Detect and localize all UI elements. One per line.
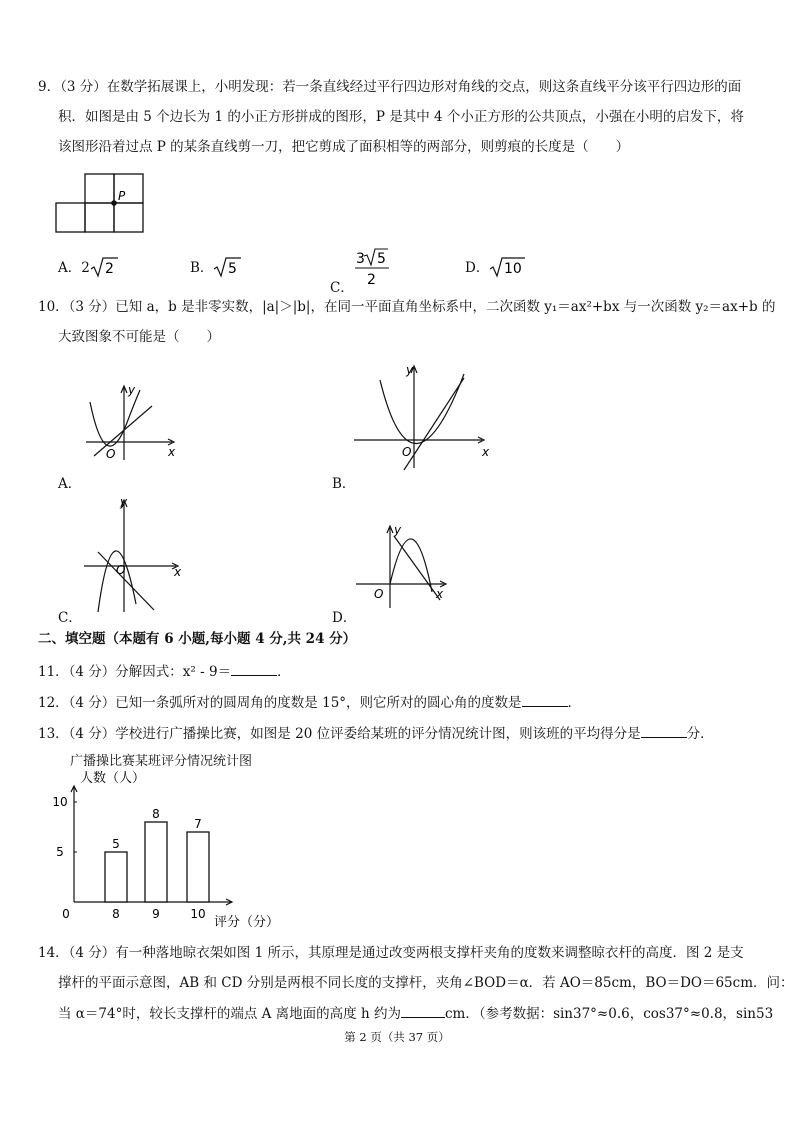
q13-text: 13．（4 分）学校进行广播操比赛，如图是 20 位评委给某班的评分情况统计图，则该班的平均得分是 (38, 726, 641, 742)
x-axis-label: x (436, 587, 444, 601)
q9-square-bottom-2 (85, 203, 114, 232)
q9-option-c[interactable] (330, 248, 398, 296)
q10-option-b[interactable]: B． (332, 476, 356, 492)
q13 (38, 724, 714, 743)
chart-marks (52, 786, 279, 930)
straight-line (98, 552, 154, 610)
straight-line (94, 406, 152, 456)
q9-square-top-left (85, 174, 114, 203)
q14-line-3b: cm．（参考数据：sin37°≈0.6，cos37°≈0.8，sin53 (444, 1006, 774, 1022)
q9-option-c-letter: C． (330, 280, 354, 296)
chart-bar (187, 832, 209, 902)
chart-ytick-label: 5 (56, 845, 64, 859)
section-2-heading: 二、填空题（本题有 6 小题,每小题 4 分,共 24 分） (38, 631, 357, 647)
q9-option-a[interactable] (58, 256, 120, 278)
q14-line-1: 14．（4 分）有一种落地晾衣架如图 1 所示，其原理是通过改变两根支撑杆夹角的度数来调整晾衣杆的高度．图 2 是支 (38, 945, 744, 961)
q9-option-a-sqrt (90, 256, 120, 278)
chart-title: 广播操比赛某班评分情况统计图 (70, 754, 253, 769)
q9-option-c-num-coef: 3 (355, 251, 365, 267)
chart-bar (105, 852, 127, 902)
q12-end: ． (567, 695, 582, 711)
chart-data-label: 8 (152, 807, 160, 821)
chart-category-label: 8 (112, 907, 120, 921)
q9-option-d[interactable] (465, 256, 527, 278)
chart-data-label: 7 (194, 817, 202, 831)
q14-line-2: 撑杆的平面示意图，AB 和 CD 分别是两根不同长度的支撑杆，夹角∠BOD＝α．若 AO＝85cm，BO＝DO＝65cm．问： (58, 975, 794, 991)
q11-end: ． (277, 664, 291, 680)
q9-square-bottom-1 (56, 203, 85, 232)
q9-option-a-coef: 2 (81, 260, 90, 276)
x-axis-label: x (482, 445, 490, 459)
q10-graph-b (352, 360, 494, 470)
q9-option-c-fraction (354, 248, 398, 288)
q13-end: 分． (686, 726, 714, 742)
q10-graph-c (80, 494, 190, 614)
chart-category-label: 9 (152, 907, 160, 921)
origin-label: O (106, 447, 116, 461)
q10-line-2: 大致图象不可能是（ ） (58, 329, 220, 345)
y-axis-label: y (394, 523, 402, 537)
x-axis-label: x (174, 565, 182, 579)
q12 (38, 693, 581, 712)
q13-answer-blank[interactable] (641, 724, 687, 738)
y-axis-label: y (128, 383, 136, 397)
y-axis-label: y (120, 495, 128, 509)
q9-figure (54, 172, 174, 234)
origin-label: O (374, 587, 384, 601)
q11-answer-blank[interactable] (231, 662, 277, 676)
q9-option-b-sqrt (213, 256, 243, 278)
q9-option-a-letter: A． (58, 260, 82, 276)
q10-option-c[interactable]: C． (58, 610, 82, 626)
q9-option-d-radicand: 10 (504, 261, 523, 277)
chart-xlabel: 评分（分） (214, 915, 280, 930)
q9-line-2: 积．如图是由 5 个边长为 1 的小正方形拼成的图形，P 是其中 4 个小正方形的公共顶点，小强在小明的启发下，将 (58, 109, 744, 125)
q9-line-3: 该图形沿着过点 P 的某条直线剪一刀，把它剪成了面积相等的两部分，则剪痕的长度是（ ） (58, 139, 630, 155)
q10-line-1: 10．（3 分）已知 a，b 是非零实数，|a|＞|b|，在同一平面直角坐标系中，二次函数 y₁＝ax²+bx 与一次函数 y₂＝ax+b 的 (38, 299, 776, 315)
q9-option-c-den: 2 (366, 272, 376, 288)
q9-option-b-letter: B． (190, 260, 214, 276)
q12-text: 12．（4 分）已知一条弧所对的圆周角的度数是 15°，则它所对的圆心角的度数是 (38, 695, 522, 711)
chart-bar (145, 822, 167, 902)
parabola (380, 374, 464, 444)
q12-answer-blank[interactable] (522, 693, 568, 707)
q9-square-bottom-3 (114, 203, 143, 232)
q9-option-d-sqrt (489, 256, 527, 278)
q10-graph-a (80, 380, 190, 465)
chart-category-label: 10 (190, 907, 206, 921)
chart-ytick-label: 0 (62, 907, 70, 921)
q9-option-b[interactable] (190, 256, 243, 278)
q14-line-3a: 当 α＝74°时，较长支撑杆的端点 A 离地面的高度 h 约为 (58, 1006, 401, 1022)
page-footer: 第 2 页（共 37 页） (344, 1030, 450, 1044)
chart-ylabel: 人数（人） (80, 771, 146, 786)
y-axis-label: y (406, 363, 414, 377)
score-bar-chart (50, 766, 280, 930)
q10-graph-d (352, 520, 462, 610)
x-axis-label: x (168, 445, 176, 459)
q9-option-a-radicand: 2 (104, 261, 114, 277)
q10-option-d[interactable]: D． (332, 610, 357, 626)
q14-line-3 (58, 1004, 773, 1023)
chart-ytick-label: 10 (52, 795, 68, 809)
chart-data-label: 5 (112, 837, 120, 851)
q9-option-c-num-radicand: 5 (376, 251, 386, 267)
q11-text: 11．（4 分）分解因式：x² - 9＝ (38, 664, 232, 680)
origin-label: O (116, 563, 126, 577)
q9-point-p (111, 200, 117, 206)
q9-line-1: 9．（3 分）在数学拓展课上，小明发现：若一条直线经过平行四边形对角线的交点，则这条直线平分该平行四边形的面 (38, 79, 742, 95)
straight-line (404, 378, 464, 470)
parabola (98, 551, 136, 612)
q9-point-label: P (118, 189, 126, 203)
q14-answer-blank[interactable] (401, 1004, 445, 1018)
q11 (38, 662, 291, 681)
straight-line (394, 536, 440, 600)
origin-label: O (402, 445, 412, 459)
q9-option-b-radicand: 5 (228, 261, 238, 277)
q9-option-d-letter: D． (465, 260, 490, 276)
q10-option-a[interactable]: A． (58, 476, 82, 492)
